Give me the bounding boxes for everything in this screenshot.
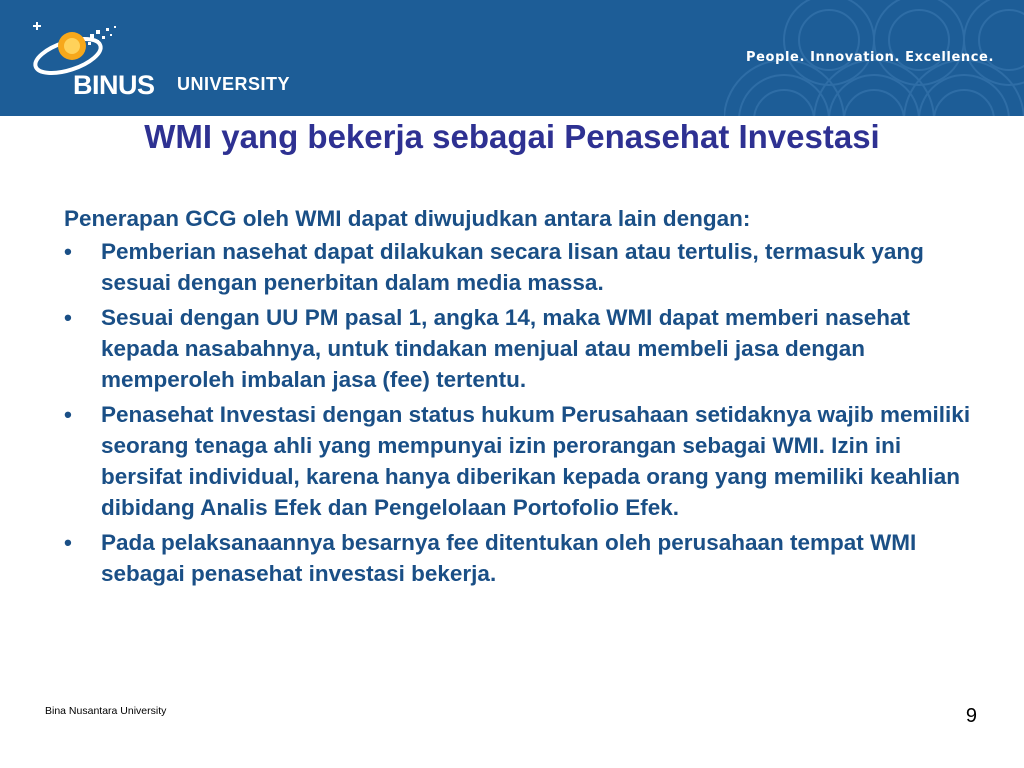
slide-title: WMI yang bekerja sebagai Penasehat Investasi [144,118,880,155]
logo-subtext: UNIVERSITY [177,74,291,94]
bullet-text: Penasehat Investasi dengan status hukum Perusahaan setidaknya wajib memiliki seorang tenaga ahli yang mempunyai izin perorangan sebagai WMI. Izin ini bersifat individual, karena hanya diberikan kepada orang yang memiliki keahlian dibidang Analis Efek dan Pengelolaan Portofolio Efek. [101,402,971,520]
bullet-text: Pada pelaksanaannya besarnya fee ditentukan oleh perusahaan tempat WMI sebagai penasehat investasi bekerja. [101,530,917,586]
bullet-glyph: • [64,530,72,555]
bullet-list [64,236,984,589]
bullet-glyph: • [64,305,72,330]
footer-organization: Bina Nusantara University [45,705,167,717]
bullet-glyph: • [64,402,72,427]
tagline: People. Innovation. Excellence. [746,50,994,65]
header-banner [0,0,1024,116]
binus-logo [28,16,308,106]
bullet-item [64,399,984,523]
bullet-item [64,236,984,298]
logo-wordmark: BINUS [73,70,155,100]
slide-body [64,203,984,593]
page-number: 9 [965,705,977,727]
intro-text: Penerapan GCG oleh WMI dapat diwujudkan antara lain dengan: [64,206,751,231]
bullet-item [64,302,984,395]
bullet-item [64,527,984,589]
bullet-text: Sesuai dengan UU PM pasal 1, angka 14, maka WMI dapat memberi nasehat kepada nasabahnya, untuk tindakan menjual atau membeli jasa dengan memperoleh imbalan jasa (fee) tertentu. [101,305,911,392]
bullet-text: Pemberian nasehat dapat dilakukan secara lisan atau tertulis, termasuk yang sesuai dengan penerbitan dalam media massa. [101,239,924,295]
bullet-glyph: • [64,239,72,264]
